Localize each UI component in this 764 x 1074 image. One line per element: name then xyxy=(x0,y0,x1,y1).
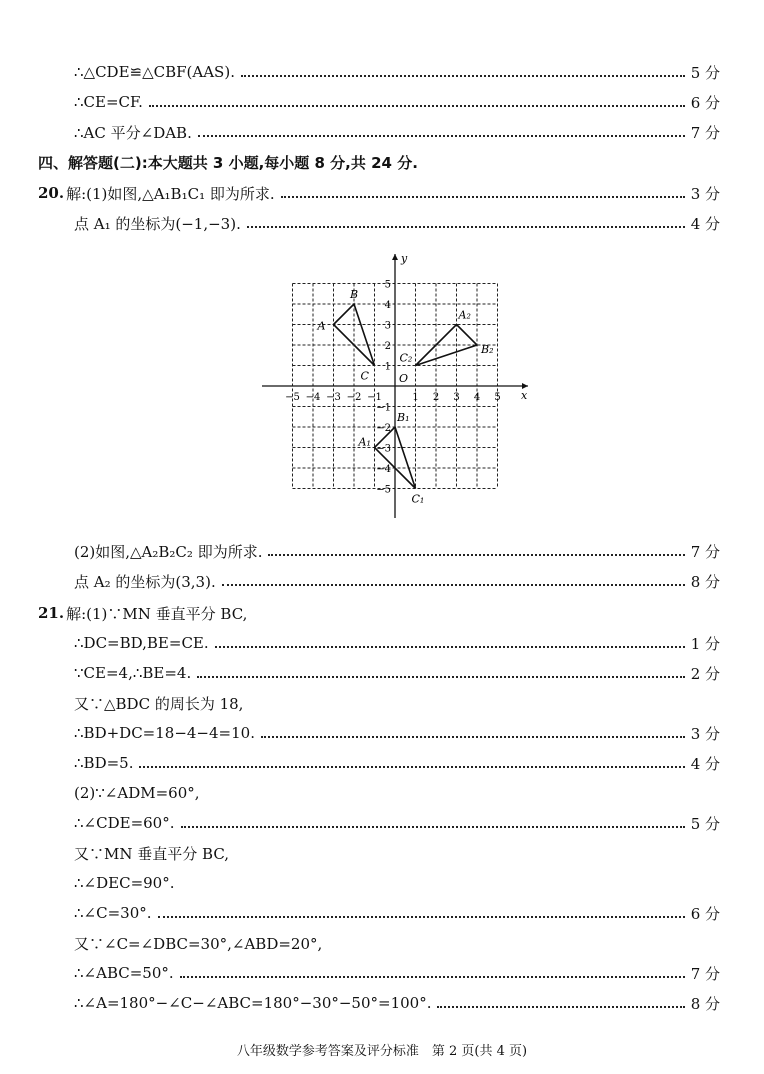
q21-line-2: ∴DC=BD,BE=CE. 1 分 xyxy=(74,634,720,653)
q20-line-1: 20. 解:(1)如图,△A₁B₁C₁ 即为所求. 3 分 xyxy=(38,184,720,203)
q21-line-1: 21. 解:(1)∵MN 垂直平分 BC, xyxy=(38,604,248,623)
q21-line-11: ∴∠C=30°. 6 分 xyxy=(74,904,720,923)
y-tick-label: 3 xyxy=(384,320,391,332)
answer-line: ∴AC 平分∠DAB. 7 分 xyxy=(74,123,720,142)
vertex-label: C₂ xyxy=(399,351,413,365)
y-tick-label: −1 xyxy=(376,402,391,414)
y-axis-label: y xyxy=(401,252,408,265)
vertex-label: A₂ xyxy=(458,308,471,322)
vertex-label: B₁ xyxy=(397,411,410,424)
q21-line-3: ∵CE=4,∴BE=4. 2 分 xyxy=(74,664,720,683)
x-tick-label: −3 xyxy=(326,392,341,403)
q20-line-4: 点 A₂ 的坐标为(3,3). 8 分 xyxy=(74,572,720,591)
question-number: 20. xyxy=(38,184,65,202)
origin-label: O xyxy=(399,372,409,385)
section-heading: 四、解答题(二):本大题共 3 小题,每小题 8 分,共 24 分. xyxy=(38,154,418,172)
x-tick-label: −1 xyxy=(367,392,382,403)
q21-line-14: ∴∠A=180°−∠C−∠ABC=180°−30°−50°=100°. 8 分 xyxy=(74,994,720,1013)
y-tick-label: −4 xyxy=(376,464,391,475)
y-tick-label: 1 xyxy=(384,361,391,373)
q21-line-6: ∴BD=5. 4 分 xyxy=(74,754,720,773)
x-tick-label: −2 xyxy=(346,392,362,403)
x-tick-label: 4 xyxy=(473,392,481,403)
x-tick-label: 5 xyxy=(494,392,501,403)
x-tick-label: 2 xyxy=(432,392,440,403)
x-tick-label: −5 xyxy=(285,392,300,403)
y-tick-label: 4 xyxy=(384,300,391,311)
x-tick-label: 3 xyxy=(453,392,460,403)
vertex-label: B₂ xyxy=(481,343,494,356)
y-tick-label: −3 xyxy=(376,443,391,455)
q21-line-12: 又∵∠C=∠DBC=30°,∠ABD=20°, xyxy=(74,934,323,953)
y-tick-label: −5 xyxy=(376,484,391,496)
coordinate-graph xyxy=(258,250,538,522)
q21-line-9: 又∵MN 垂直平分 BC, xyxy=(74,844,230,863)
q20-line-2: 点 A₁ 的坐标为(−1,−3). 4 分 xyxy=(74,214,720,233)
axes xyxy=(262,252,528,518)
x-tick-label: 1 xyxy=(412,392,419,403)
vertex-label: B xyxy=(350,288,359,301)
q21-line-8: ∴∠CDE=60°. 5 分 xyxy=(74,814,720,833)
vertex-label: C xyxy=(360,369,369,383)
x-tick-label: −4 xyxy=(305,392,321,403)
x-axis-label: x xyxy=(521,389,528,402)
q21-line-4: 又∵△BDC 的周长为 18, xyxy=(74,694,244,713)
vertex-label: A xyxy=(317,319,326,333)
answer-line: ∴△CDE≌△CBF(AAS). 5 分 xyxy=(74,63,720,82)
q21-line-5: ∴BD+DC=18−4−4=10. 3 分 xyxy=(74,724,720,743)
question-number: 21. xyxy=(38,604,65,622)
y-tick-label: −2 xyxy=(376,423,391,434)
y-arrow xyxy=(392,254,398,260)
triangles xyxy=(317,288,494,506)
vertex-label: A₁ xyxy=(358,435,371,449)
y-tick-label: 5 xyxy=(384,279,391,291)
q21-line-13: ∴∠ABC=50°. 7 分 xyxy=(74,964,720,983)
vertex-label: C₁ xyxy=(411,492,425,506)
page-footer: 八年级数学参考答案及评分标准 第 2 页(共 4 页) xyxy=(236,1044,528,1059)
q20-line-3: (2)如图,△A₂B₂C₂ 即为所求. 7 分 xyxy=(74,542,720,561)
q21-line-7: (2)∵∠ADM=60°, xyxy=(74,784,200,802)
answer-line: ∴CE=CF. 6 分 xyxy=(74,93,720,112)
q21-line-10: ∴∠DEC=90°. xyxy=(74,874,175,892)
y-tick-label: 2 xyxy=(384,341,391,352)
